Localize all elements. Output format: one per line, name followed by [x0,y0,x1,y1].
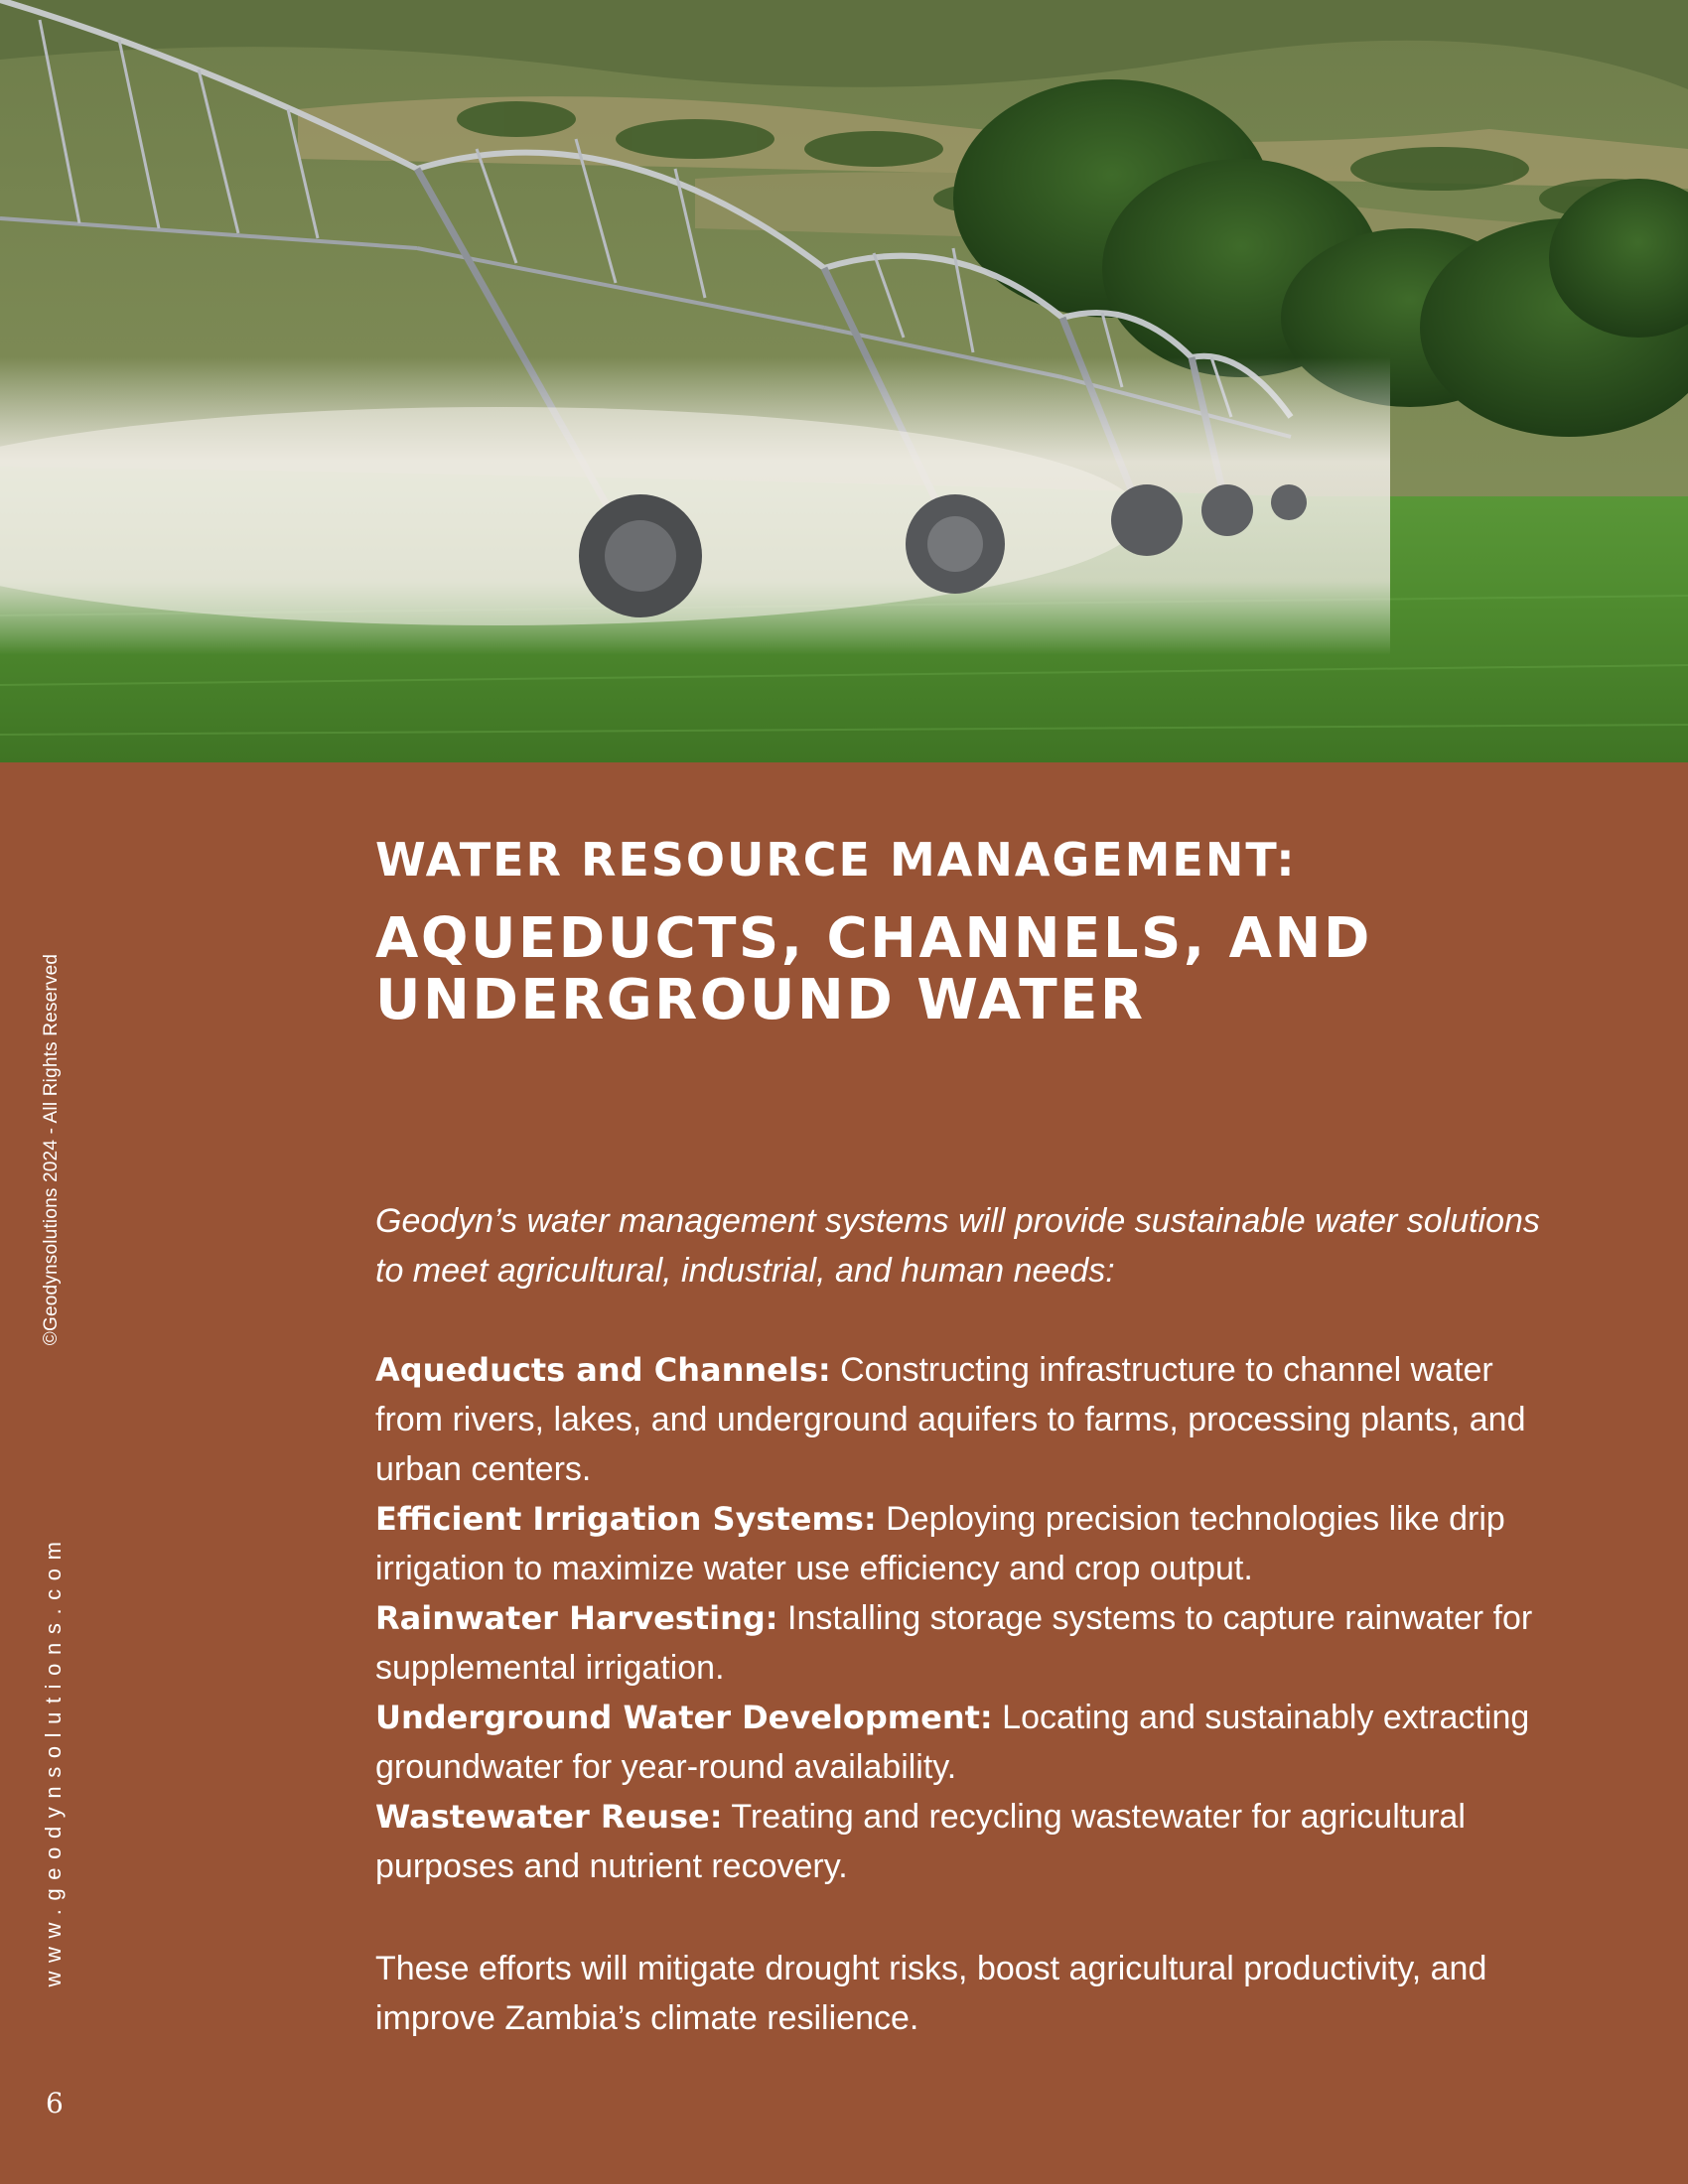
irrigation-photo [0,0,1688,762]
list-item [375,1494,1567,1593]
list-item [375,1593,1567,1693]
list-item-term: Underground Water Development: [375,1699,993,1736]
list-item-term: Rainwater Harvesting: [375,1599,778,1637]
list-item-text: Deploying precision technologies like drip irrigation to maximize water use efficiency and crop output. [375,1500,1505,1587]
list-item-text: Installing storage systems to capture rainwater for supplemental irrigation. [375,1599,1533,1687]
page-subheading: AQUEDUCTS, CHANNELS, AND UNDERGROUND WATER [375,905,1372,1032]
title-block [375,834,1567,1031]
list-item [375,1693,1567,1792]
page-heading: WATER RESOURCE MANAGEMENT: [375,833,1297,887]
page-number: 6 [46,2087,64,2119]
list-item-text: Constructing infrastructure to channel water from rivers, lakes, and underground aquifers to farms, processing plants, and urban centers. [375,1351,1526,1488]
website-url[interactable]: www.geodynsolutions.com [41,1533,66,1987]
copyright-notice: ©Geodynsolutions 2024 - All Rights Reserved [41,953,62,1346]
closing-paragraph: These efforts will mitigate drought risks, boost agricultural productivity, and improve Zambia’s climate resilience. [375,1950,1487,2037]
list-item-text: Treating and recycling wastewater for agricultural purposes and nutrient recovery. [375,1798,1466,1885]
list-item-term: Wastewater Reuse: [375,1798,723,1836]
list-item-term: Aqueducts and Channels: [375,1351,831,1389]
list-item [375,1792,1567,1891]
measures-list [375,1345,1567,1891]
list-item [375,1345,1567,1494]
list-item-term: Efficient Irrigation Systems: [375,1500,877,1538]
hero-image [0,0,1688,762]
list-item-text: Locating and sustainably extracting groundwater for year-round availability. [375,1699,1530,1786]
intro-paragraph: Geodyn’s water management systems will provide sustainable water solutions to meet agricultural, industrial, and human needs: [375,1202,1540,1290]
